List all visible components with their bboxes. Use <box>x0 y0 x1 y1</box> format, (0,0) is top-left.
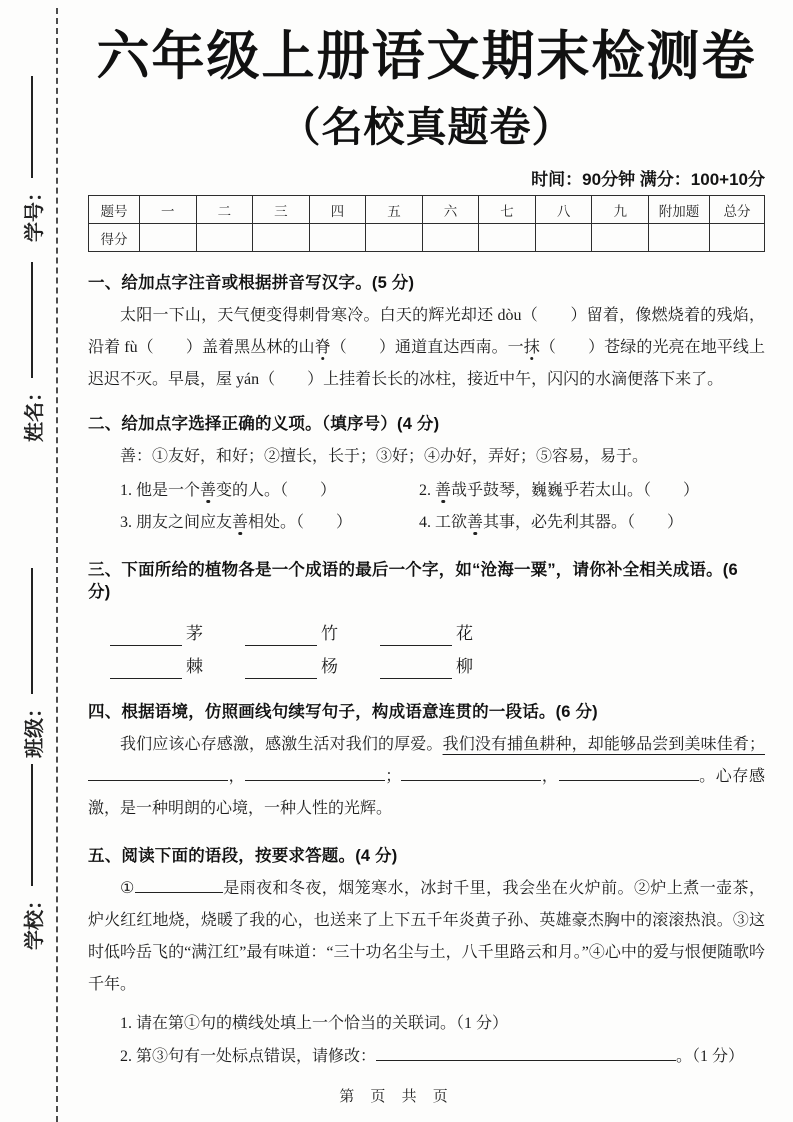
score-label-cell: 得分 <box>89 224 140 252</box>
section4-heading: 四、根据语境，仿照画线句续写句子，构成语意连贯的一段话。(6 分) <box>88 703 598 721</box>
emphasized-char-shan: 善 <box>467 514 484 531</box>
answer-blank <box>135 877 223 893</box>
page-footer: 第 页 共 页 <box>339 1088 454 1105</box>
score-cell <box>253 224 310 252</box>
score-header-cell: 七 <box>479 196 536 224</box>
page-subtitle: （名校真题卷） <box>279 104 574 150</box>
section2-item-3 <box>120 507 419 539</box>
plant-char: 棘 <box>186 657 203 676</box>
question-text: 2. 第③句有一处标点错误，请修改： <box>120 1048 377 1065</box>
score-cell <box>309 224 366 252</box>
answer-blank <box>245 627 317 646</box>
section2-item-4 <box>419 507 765 539</box>
section2-heading: 二、给加点字选择正确的义项。（填序号）(4 分) <box>88 415 440 433</box>
section4-lead: 我们应该心存感激，感激生活对我们的厚爱。 <box>120 736 443 753</box>
section3-row-2 <box>110 646 765 679</box>
idiom-blank-item <box>380 655 473 679</box>
separator: ； <box>385 768 402 785</box>
section3-heading: 三、下面所给的植物各是一个成语的最后一个字，如“沧海一粟”，请你补全相关成语。(6 分) <box>88 561 738 601</box>
section3-row-1 <box>110 613 765 646</box>
item-text: 变的人。（ ） <box>216 482 337 499</box>
answer-blank <box>380 660 452 679</box>
margin-field-class <box>15 568 49 758</box>
score-cell <box>196 224 253 252</box>
section5-heading: 五、阅读下面的语段，按要求答题。(4 分) <box>88 847 398 865</box>
margin-field-name <box>15 262 49 442</box>
idiom-blank-item <box>245 655 338 679</box>
answer-blank <box>110 660 182 679</box>
score-header-cell: 三 <box>253 196 310 224</box>
student-id-blank <box>31 76 33 178</box>
exam-content <box>88 0 765 1073</box>
score-cell <box>422 224 479 252</box>
answer-blank <box>401 765 541 781</box>
sentence-number: ① <box>120 880 135 897</box>
item-text: 相处。（ ） <box>248 514 353 531</box>
score-cell <box>710 224 765 252</box>
score-cell <box>592 224 649 252</box>
school-label: 学校： <box>23 890 46 950</box>
score-table-score-row <box>89 224 765 252</box>
section5-text: 是雨夜和冬夜，烟笼寒水，冰封千里，我会坐在火炉前。②炉上煮一壶茶，炉火红红地烧，烧暖了我的心，也送来了上下五千年炎黄子孙、英雄豪杰胸中的滚滚热浪。③这时低吟岳飞的“满江红”最有味道：“三十功名尘与土，八千里路云和月。”④心中的爱与恨便随歌吟千年。 <box>88 880 765 993</box>
section4-tail: 。心存感激，是一种明朗的心境，一种人性的光辉。 <box>88 768 765 817</box>
section1-paragraph <box>88 300 765 396</box>
emphasized-char-mo: 抹 <box>523 339 540 356</box>
question-text: 。（1 分） <box>676 1048 745 1065</box>
score-header-cell: 总分 <box>710 196 765 224</box>
plant-char: 柳 <box>456 657 473 676</box>
score-cell <box>140 224 197 252</box>
school-blank <box>31 764 33 886</box>
section5-question-2 <box>88 1040 765 1073</box>
score-header-cell: 附加题 <box>649 196 710 224</box>
emphasized-char-ji: 脊 <box>314 339 331 356</box>
section1-text: （ ）通道直达西南。一 <box>330 339 524 356</box>
item-text: 3. 朋友之间应友 <box>120 514 233 531</box>
name-blank <box>31 262 33 378</box>
score-header-cell: 一 <box>140 196 197 224</box>
section1-text: （ ）苍绿的光亮在地平线上迟迟不灭。早晨，屋 yán（ ）上挂着长长的冰柱，接近中午，闪闪的水滴便落下来了。 <box>88 339 765 388</box>
plant-char: 杨 <box>321 657 338 676</box>
score-header-cell: 题号 <box>89 196 140 224</box>
answer-blank <box>110 627 182 646</box>
score-header-cell: 四 <box>309 196 366 224</box>
margin-field-school <box>15 764 49 950</box>
section1-heading: 一、给加点字注音或根据拼音写汉字。(5 分) <box>88 274 415 292</box>
score-table <box>88 195 765 252</box>
section5-question-1: 1. 请在第①句的横线处填上一个恰当的关联词。（1 分） <box>120 1015 509 1032</box>
emphasized-char-shan: 善 <box>232 514 249 531</box>
score-header-cell: 五 <box>366 196 423 224</box>
answer-blank <box>88 765 228 781</box>
margin-field-student-id <box>15 76 49 242</box>
answer-blank <box>245 765 385 781</box>
plant-char: 茅 <box>186 624 203 643</box>
score-cell <box>479 224 536 252</box>
answer-blank <box>376 1045 676 1061</box>
time-score-info: 时间：90分钟 满分：100+10分 <box>531 170 765 189</box>
section1-text: 太阳一下山，天气便变得刺骨寒冷。白天的辉光却还 dòu（ ）留着，像燃烧着的残焰，沿着 fù（ ）盖着黑丛林的山 <box>88 307 765 356</box>
name-label: 姓名： <box>23 382 46 442</box>
section2-gloss: 善：①友好，和好；②擅长，长于；③好；④办好，弄好；⑤容易，易于。 <box>120 448 649 465</box>
score-cell <box>535 224 592 252</box>
section3-blanks <box>88 613 765 679</box>
item-text: 4. 工欲 <box>419 514 468 531</box>
item-text: 哉乎鼓琴，巍巍乎若太山。（ ） <box>451 482 700 499</box>
section4-paragraph <box>88 729 765 825</box>
section5-paragraph <box>88 873 765 1001</box>
page-title: 六年级上册语文期末检测卷 <box>96 27 757 86</box>
item-text: 其事，必先利其器。（ ） <box>483 514 684 531</box>
item-text: 1. 他是一个 <box>120 482 201 499</box>
emphasized-char-shan: 善 <box>435 482 452 499</box>
section2-items <box>88 475 765 539</box>
emphasized-char-shan: 善 <box>200 482 217 499</box>
score-table-header-row <box>89 196 765 224</box>
item-text: 2. <box>419 482 435 499</box>
section2-item-1 <box>120 475 419 507</box>
score-cell <box>366 224 423 252</box>
class-blank <box>31 568 33 694</box>
class-label: 班级： <box>23 698 46 758</box>
score-header-cell: 八 <box>535 196 592 224</box>
score-header-cell: 九 <box>592 196 649 224</box>
score-header-cell: 二 <box>196 196 253 224</box>
separator: ， <box>541 768 559 785</box>
score-header-cell: 六 <box>422 196 479 224</box>
idiom-blank-item <box>110 655 203 679</box>
idiom-blank-item <box>245 622 338 646</box>
idiom-blank-item <box>110 622 203 646</box>
margin-dashed-line <box>56 8 58 1122</box>
plant-char: 花 <box>456 624 473 643</box>
section2-item-2 <box>419 475 765 507</box>
plant-char: 竹 <box>321 624 338 643</box>
separator: ， <box>228 768 246 785</box>
score-cell <box>649 224 710 252</box>
answer-blank <box>380 627 452 646</box>
answer-blank <box>559 765 699 781</box>
answer-blank <box>245 660 317 679</box>
model-sentence-underlined: 我们没有捕鱼耕种，却能够品尝到美味佳肴； <box>442 736 765 753</box>
idiom-blank-item <box>380 622 473 646</box>
student-id-label: 学号： <box>23 182 46 242</box>
